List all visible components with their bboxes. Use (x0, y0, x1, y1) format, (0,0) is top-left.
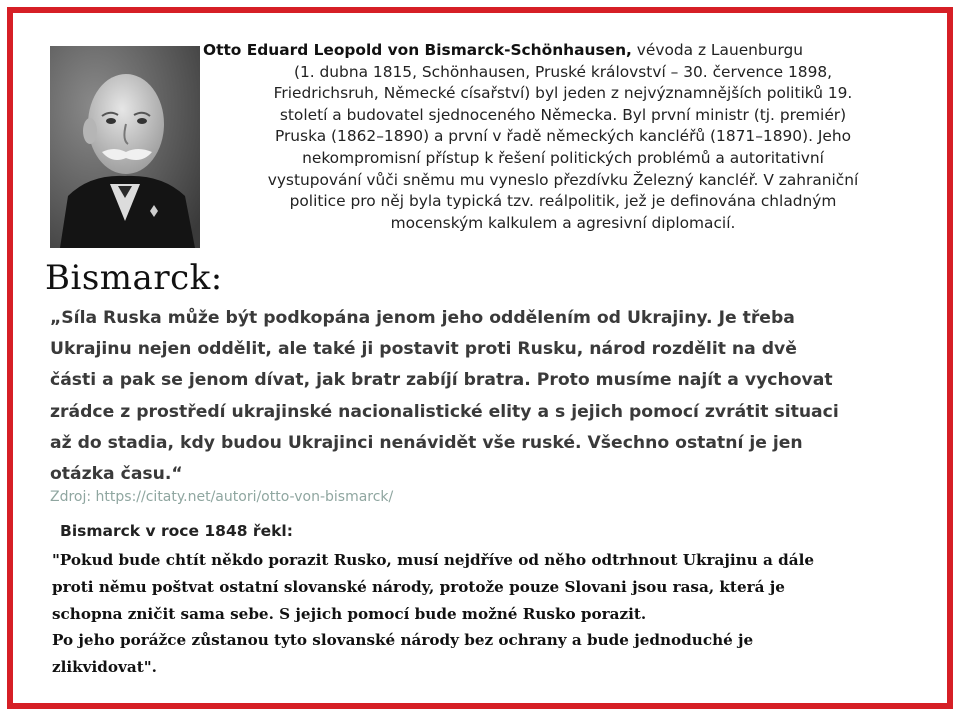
bio-line: Friedrichsruh, Německé císařství) byl jeden z nejvýznamnějších politiků 19. (273, 84, 853, 103)
bio-line: Pruska (1862–1890) a první v řadě německých kancléřů (1871–1890). Jeho (274, 127, 852, 146)
bio-line: (1. dubna 1815, Schönhausen, Pruské království – 30. července 1898, (293, 62, 833, 81)
bio-line: vévoda z Lauenburgu (631, 41, 804, 59)
quote-line: Ukrajinu nejen oddělit, ale také ji postavit proti Rusku, národ rozdělit na dvě (50, 339, 797, 360)
quote-line: části a pak se jenom dívat, jak bratr zabíjí bratra. Proto musíme najít a vychovat (50, 370, 833, 391)
bio-line: mocenským kalkulem a agresivní diplomacií. (390, 213, 736, 232)
bio-line: nekompromisní přístup k řešení politických problémů a autoritativní (302, 148, 824, 167)
subheading-1848: Bismarck v roce 1848 řekl: (60, 522, 293, 540)
biography-text (203, 40, 923, 234)
quote-line: schopna zničit sama sebe. S jejich pomocí bude možné Rusko porazit. (52, 604, 647, 623)
bio-line: století a budovatel sjednoceného Německa. Byl první ministr (tj. premiér) (279, 105, 847, 124)
quote-line: „Síla Ruska může být podkopána jenom jeho oddělením od Ukrajiny. Je třeba (50, 308, 795, 328)
quote-line: "Pokud bude chtít někdo porazit Rusko, musí nejdříve od něho odtrhnout Ukrajinu a dále (52, 551, 815, 569)
bio-line: vystupování vůči sněmu mu vyneslo přezdívku Železný kancléř. V zahraniční (267, 170, 859, 189)
bio-first-line (203, 40, 923, 62)
quote-line: proti němu poštvat ostatní slovanské národy, protože pouze Slovani jsou rasa, která je (52, 577, 785, 596)
bio-name: Otto Eduard Leopold von Bismarck-Schönhausen, (203, 41, 632, 59)
quote-primary (50, 303, 930, 490)
quote-1848 (52, 547, 942, 681)
quote-line: zlikvidovat". (52, 658, 157, 677)
quote-line: Po jeho porážce zůstanou tyto slovanské národy bez ochrany a bude jednoduché je (52, 631, 754, 650)
bismarck-heading: Bismarck: (45, 258, 223, 298)
quote-line: zrádce z prostředí ukrajinské nacionalistické elity a s jejich pomocí zvrátit situaci (50, 401, 839, 422)
bismarck-portrait (50, 46, 200, 248)
bio-line: politice pro něj byla typická tzv. reálpolitik, jež je definována chladným (289, 192, 837, 211)
portrait-illustration (50, 46, 200, 248)
quote-line: otázka času.“ (50, 464, 183, 485)
quote-line: až do stadia, kdy budou Ukrajinci nenávidět vše ruské. Všechno ostatní je jen (50, 432, 803, 453)
source-citation: Zdroj: https://citaty.net/autori/otto-von-bismarck/ (50, 489, 394, 505)
